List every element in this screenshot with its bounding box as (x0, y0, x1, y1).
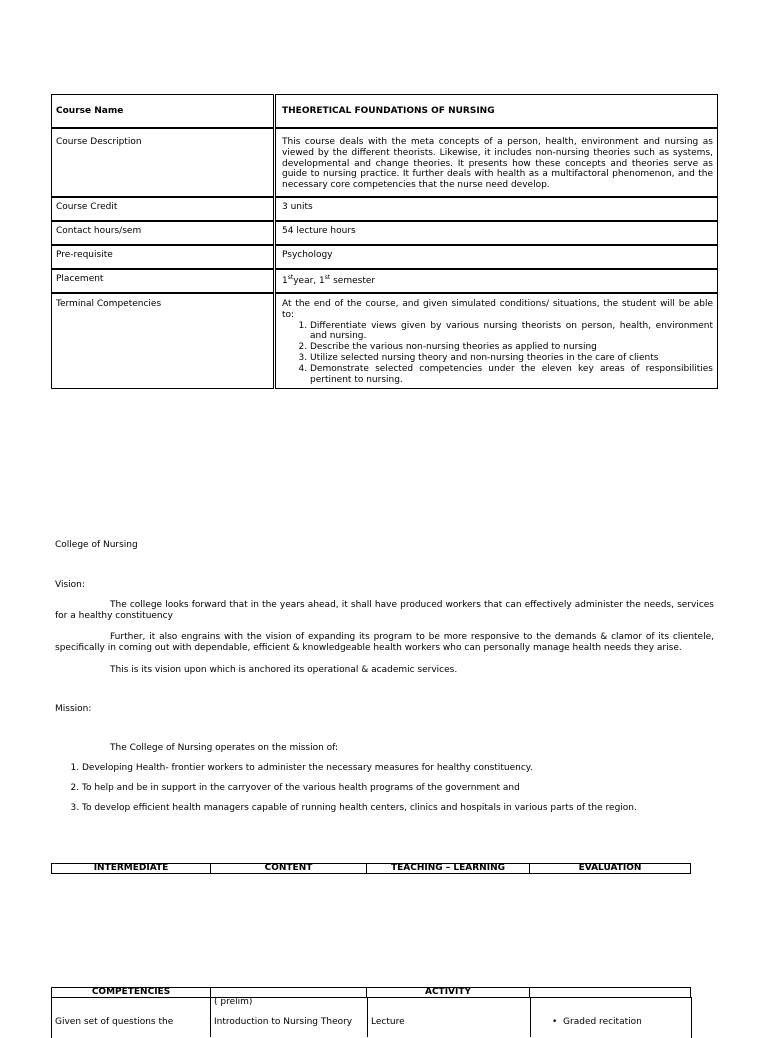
vision-paragraph-2: Further, it also engrains with the vision of expanding its program to be more responsive to the demands & clamor of its clientele, specifically in coming out with dependable, efficient & knowledgeable health workers who can personally manage health needs they arise. (55, 632, 714, 653)
course-credit-label: Course Credit (52, 197, 275, 221)
placement-row (52, 269, 718, 293)
row-content: Introduction to Nursing Theory (214, 1017, 353, 1027)
contact-hours-row (52, 221, 718, 245)
column-divider (530, 997, 531, 1037)
course-credit-row (52, 197, 718, 221)
row-evaluation-text: Graded recitation (563, 1017, 642, 1027)
prerequisite-value: Psychology (275, 245, 718, 269)
list-item: 1. Developing Health- frontier workers to administer the necessary measures for healthy constituency. (82, 763, 762, 774)
placement-year-sup: st (287, 274, 294, 281)
header-blank-2 (530, 988, 691, 998)
header-content: CONTENT (211, 864, 367, 874)
list-item: 3. To develop efficient health managers capable of running health centers, clinics and hospitals in various parts of the region. (82, 803, 762, 814)
terminal-competencies-value (275, 293, 718, 389)
placement-sem-text: semester (330, 276, 376, 286)
college-title: College of Nursing (55, 540, 138, 550)
header-competencies: COMPETENCIES (52, 988, 211, 998)
header-activity: ACTIVITY (367, 988, 530, 998)
contact-hours-label: Contact hours/sem (52, 221, 275, 245)
list-item: 1. Differentiate views given by various nursing theorists on person, health, environment and nursing. (310, 321, 713, 343)
header-intermediate: INTERMEDIATE (52, 864, 211, 874)
mission-label: Mission: (55, 704, 92, 714)
row-activity: Lecture (371, 1017, 405, 1027)
prelim-label: ( prelim) (214, 997, 253, 1007)
mission-list (54, 763, 762, 822)
terminal-intro: At the end of the course, and given simulated conditions/ situations, the student will be able to: (282, 299, 713, 320)
course-name-label: Course Name (52, 95, 275, 129)
list-item: 4. Demonstrate selected competencies under the eleven key areas of responsibilities pertinent to nursing. (310, 364, 713, 386)
row-evaluation (552, 1017, 642, 1028)
placement-label: Placement (52, 269, 275, 293)
row-competency: Given set of questions the (55, 1017, 174, 1027)
vision-paragraph-3: This is its vision upon which is anchored its operational & academic services. (110, 665, 458, 675)
syllabus-header-1 (51, 863, 691, 874)
mission-intro: The College of Nursing operates on the mission of: (110, 743, 339, 753)
prerequisite-row (52, 245, 718, 269)
vision-paragraph-1: The college looks forward that in the years ahead, it shall have produced workers that can effectively administer the needs, services for a healthy constituency (55, 600, 714, 621)
placement-sem-num: 1 (319, 276, 325, 286)
bullet-icon: • (552, 1017, 558, 1027)
list-item: 2. To help and be in support in the carryover of the various health programs of the government and (82, 783, 762, 794)
column-divider (367, 997, 368, 1037)
list-item: 2. Describe the various non-nursing theories as applied to nursing (310, 342, 713, 353)
terminal-competencies-row (52, 293, 718, 389)
placement-sem-sup: st (324, 274, 331, 281)
placement-year-text: year, (293, 276, 320, 286)
header-evaluation: EVALUATION (530, 864, 691, 874)
placement-value (275, 269, 718, 293)
column-divider (210, 997, 211, 1037)
course-description-label: Course Description (52, 128, 275, 197)
header-teaching-learning: TEACHING – LEARNING (367, 864, 530, 874)
course-name-row (52, 95, 718, 129)
course-description-value: This course deals with the meta concepts of a person, health, environment and nursing as viewed by the different theorists. Likewise, it includes non-nursing theories such as systems, developmental and change theories. It presents how these concepts and theories serve as guide to nursing practice. It further deals with health as a multifactoral phenomenon, and the necessary core competencies that the nurse need develop. (275, 128, 718, 197)
vision-label: Vision: (55, 580, 85, 590)
course-description-row (52, 128, 718, 197)
placement-year-num: 1 (282, 276, 288, 286)
course-name-value: THEORETICAL FOUNDATIONS OF NURSING (275, 95, 718, 129)
course-table (51, 94, 718, 389)
contact-hours-value: 54 lecture hours (275, 221, 718, 245)
prerequisite-label: Pre-requisite (52, 245, 275, 269)
list-item: 3. Utilize selected nursing theory and non-nursing theories in the care of clients (310, 353, 713, 364)
header-blank-1 (211, 988, 367, 998)
course-credit-value: 3 units (275, 197, 718, 221)
terminal-competencies-list (282, 321, 713, 386)
terminal-competencies-label: Terminal Competencies (52, 293, 275, 389)
